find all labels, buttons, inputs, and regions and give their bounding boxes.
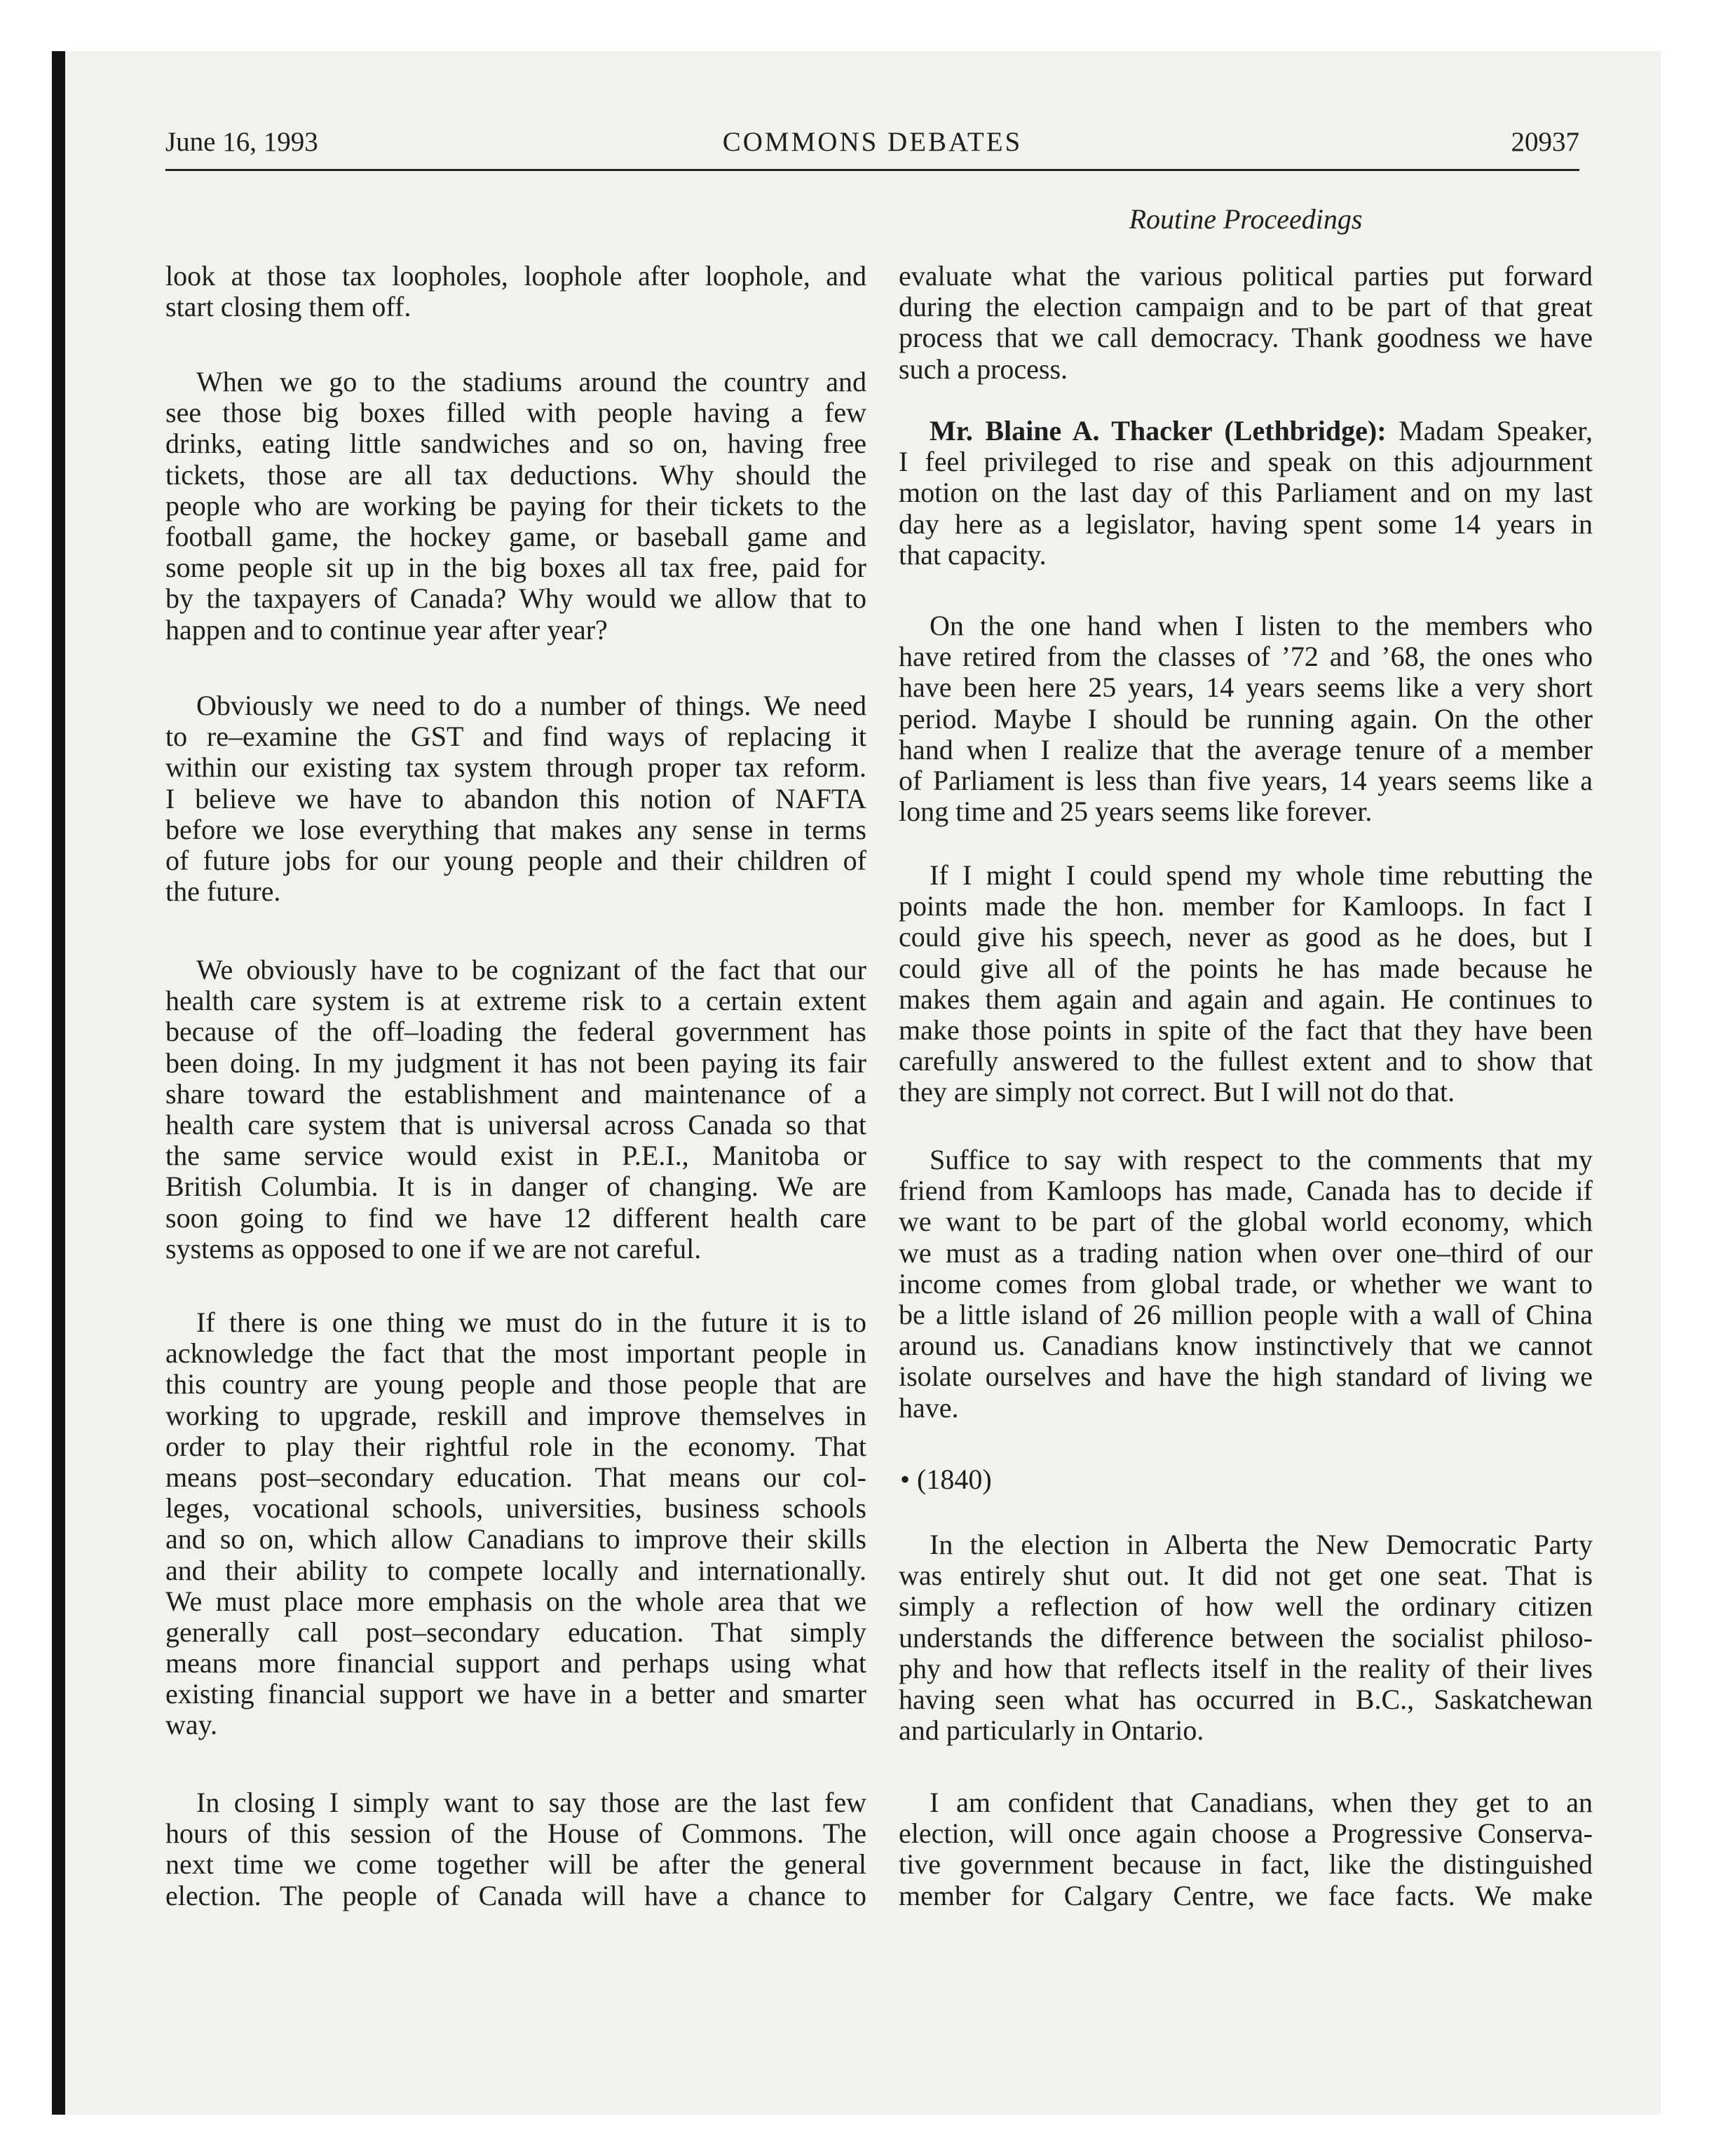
text-line: period. Maybe I should be running again. On the other bbox=[899, 702, 1593, 735]
paragraph bbox=[165, 955, 866, 1264]
text-line: phy and how that reflects itself in the reality of their lives bbox=[899, 1652, 1593, 1684]
text-line: tickets, those are all tax deductions. Why should the bbox=[165, 458, 866, 491]
page-number: 20937 bbox=[1511, 127, 1579, 157]
text-line: If I might I could spend my whole time rebutting the bbox=[930, 859, 1593, 891]
text-line: and their ability to compete locally and internationally. bbox=[165, 1554, 866, 1586]
text-line: such a process. bbox=[899, 353, 1068, 385]
text-line: Suffice to say with respect to the comments that my bbox=[930, 1144, 1593, 1175]
text-line: motion on the last day of this Parliament and on my last bbox=[899, 477, 1593, 509]
text-line: within our existing tax system through proper tax reform. bbox=[165, 751, 866, 784]
header-rule bbox=[165, 169, 1579, 171]
text-line: around us. Canadians know instinctively that we cannot bbox=[899, 1330, 1593, 1362]
text-line: When we go to the stadiums around the country and bbox=[196, 366, 866, 397]
text-line: some people sit up in the big boxes all tax free, paid for bbox=[165, 552, 866, 584]
text-line: of future jobs for our young people and their children of bbox=[165, 844, 866, 876]
paragraph bbox=[899, 416, 1593, 571]
text-line: make those points in spite of the fact that they have been bbox=[899, 1014, 1593, 1046]
speaker-name: Mr. Blaine A. Thacker (Lethbridge): bbox=[930, 415, 1387, 446]
text-line: that capacity. bbox=[899, 538, 1047, 571]
text-line: day here as a legislator, having spent some 14 years in bbox=[899, 507, 1593, 540]
text-line: health care system is at extreme risk to a certain extent bbox=[165, 985, 866, 1017]
text-line: soon going to find we have 12 different health care bbox=[165, 1201, 866, 1234]
text-line bbox=[899, 416, 1593, 446]
text-line: and so on, which allow Canadians to improve their skills bbox=[165, 1523, 866, 1555]
text-line: could give all of the points he has made because he bbox=[899, 952, 1593, 984]
binding-edge bbox=[52, 51, 65, 2115]
paragraph bbox=[165, 690, 866, 907]
paragraph bbox=[165, 367, 866, 646]
text-line: the same service would exist in P.E.I., Manitoba or bbox=[165, 1140, 866, 1172]
text-line: people who are working be paying for their tickets to the bbox=[165, 489, 866, 521]
text-line: means more financial support and perhaps using what bbox=[165, 1647, 866, 1679]
text-line: before we lose everything that makes any sense in terms bbox=[165, 813, 866, 845]
text-line: If there is one thing we must do in the future it is to bbox=[196, 1306, 866, 1338]
text-line: by the taxpayers of Canada? Why would we allow that to bbox=[165, 582, 866, 615]
text-line: been doing. In my judgment it has not been paying its fair bbox=[165, 1046, 866, 1079]
text-line: friend from Kamloops has made, Canada has to decide if bbox=[899, 1175, 1593, 1207]
text-line: could give his speech, never as good as he does, but I bbox=[899, 921, 1593, 953]
time-marker: • (1840) bbox=[900, 1464, 992, 1495]
text-line: We obviously have to be cognizant of the fact that our bbox=[196, 954, 866, 985]
text-line: we must as a trading nation when over one–third of our bbox=[899, 1236, 1593, 1269]
text-line: working to upgrade, reskill and improve themselves in bbox=[165, 1399, 866, 1431]
text-line: order to play their rightful role in the economy. That bbox=[165, 1430, 866, 1462]
paragraph bbox=[899, 610, 1593, 827]
text-line: have retired from the classes of ’72 and ’68, the ones who bbox=[899, 641, 1593, 673]
text-line: during the election campaign and to be part of that great bbox=[899, 291, 1593, 323]
text-line: share toward the establishment and maintenance of a bbox=[165, 1077, 866, 1110]
paragraph bbox=[899, 261, 1593, 385]
text-line: makes them again and again and again. He continues to bbox=[899, 983, 1593, 1015]
text-line: British Columbia. It is in danger of changing. We are bbox=[165, 1171, 866, 1203]
text-line: way. bbox=[165, 1709, 218, 1741]
text-line: We must place more emphasis on the whole area that we bbox=[165, 1585, 866, 1617]
text-line: drinks, eating little sandwiches and so on, having free bbox=[165, 428, 866, 460]
text-line: of Parliament is less than five years, 14 years seems like a bbox=[899, 764, 1593, 796]
text-line: see those big boxes filled with people having a few bbox=[165, 397, 866, 429]
paragraph bbox=[899, 1787, 1593, 1911]
text-line: next time we come together will be after the general bbox=[165, 1848, 866, 1881]
running-date: June 16, 1993 bbox=[165, 127, 318, 157]
paragraph bbox=[165, 1307, 866, 1741]
text-line: In closing I simply want to say those are the last few bbox=[196, 1787, 866, 1818]
text-line: happen and to continue year after year? bbox=[165, 613, 608, 646]
text-line: we want to be part of the global world economy, which bbox=[899, 1206, 1593, 1238]
text-line: Obviously we need to do a number of things. We need bbox=[196, 690, 866, 721]
text-line: have. bbox=[899, 1391, 959, 1424]
text-line: hand when I realize that the average tenure of a member bbox=[899, 733, 1593, 765]
text-line: In the election in Alberta the New Democratic Party bbox=[930, 1529, 1593, 1560]
text-line: long time and 25 years seems like forever. bbox=[899, 796, 1373, 828]
text-line: systems as opposed to one if we are not careful. bbox=[165, 1232, 702, 1264]
text-line: generally call post–secondary education. That simply bbox=[165, 1616, 866, 1648]
text-line: existing financial support we have in a better and smarter bbox=[165, 1678, 866, 1710]
text-line: I believe we have to abandon this notion of NAFTA bbox=[165, 782, 866, 814]
text-line: leges, vocational schools, universities, business schools bbox=[165, 1492, 866, 1524]
text-line: election, will once again choose a Progressive Conserva- bbox=[899, 1817, 1593, 1850]
text-line: acknowledge the fact that the most important people in bbox=[165, 1337, 866, 1370]
text-line: isolate ourselves and have the high standard of living we bbox=[899, 1360, 1593, 1393]
text-line: because of the off–loading the federal government has bbox=[165, 1016, 866, 1048]
text-line: I feel privileged to rise and speak on this adjournment bbox=[899, 446, 1593, 478]
text-line: start closing them off. bbox=[165, 291, 411, 323]
text-line: simply a reflection of how well the ordinary citizen bbox=[899, 1590, 1593, 1623]
text-line: process that we call democracy. Thank goodness we have bbox=[899, 322, 1593, 354]
text-line: this country are young people and those people that are bbox=[165, 1368, 866, 1400]
paragraph bbox=[165, 1787, 866, 1911]
text-line: they are simply not correct. But I will not do that. bbox=[899, 1076, 1455, 1108]
text-line: On the one hand when I listen to the members who bbox=[930, 610, 1593, 641]
text-line: was entirely shut out. It did not get one seat. That is bbox=[899, 1560, 1593, 1592]
text-line: election. The people of Canada will have a chance to bbox=[165, 1879, 866, 1911]
text-line: points made the hon. member for Kamloops. In fact I bbox=[899, 890, 1593, 922]
text-line: having seen what has occurred in B.C., Saskatchewan bbox=[899, 1683, 1593, 1715]
text-line: have been here 25 years, 14 years seems like a very short bbox=[899, 671, 1593, 704]
text-line: the future. bbox=[165, 875, 281, 908]
section-heading: Routine Proceedings bbox=[1129, 203, 1363, 235]
text-line: tive government because in fact, like the distinguished bbox=[899, 1848, 1593, 1881]
text-line: and particularly in Ontario. bbox=[899, 1714, 1204, 1747]
text-line: means post–secondary education. That means our col- bbox=[165, 1461, 866, 1493]
text-line: income comes from global trade, or whether we want to bbox=[899, 1267, 1593, 1299]
text-line: evaluate what the various political parties put forward bbox=[899, 260, 1593, 292]
text-line: hours of this session of the House of Commons. The bbox=[165, 1817, 866, 1850]
text-line: to re–examine the GST and find ways of replacing it bbox=[165, 721, 866, 753]
text-span: Madam Speaker, bbox=[1399, 415, 1593, 446]
text-line: member for Calgary Centre, we face facts. We make bbox=[899, 1879, 1593, 1911]
text-line: I am confident that Canadians, when they get to an bbox=[930, 1787, 1593, 1818]
running-title: COMMONS DEBATES bbox=[722, 127, 1023, 157]
paragraph bbox=[899, 860, 1593, 1108]
text-line: carefully answered to the fullest extent and to show that bbox=[899, 1045, 1593, 1077]
paragraph bbox=[899, 1529, 1593, 1746]
text-line: be a little island of 26 million people with a wall of China bbox=[899, 1298, 1593, 1330]
text-line: understands the difference between the socialist philoso- bbox=[899, 1621, 1593, 1653]
text-line: look at those tax loopholes, loophole after loophole, and bbox=[165, 260, 866, 292]
paragraph bbox=[165, 261, 866, 322]
text-line: health care system that is universal across Canada so that bbox=[165, 1108, 866, 1140]
text-line: football game, the hockey game, or baseball game and bbox=[165, 520, 866, 552]
paragraph bbox=[899, 1145, 1593, 1424]
